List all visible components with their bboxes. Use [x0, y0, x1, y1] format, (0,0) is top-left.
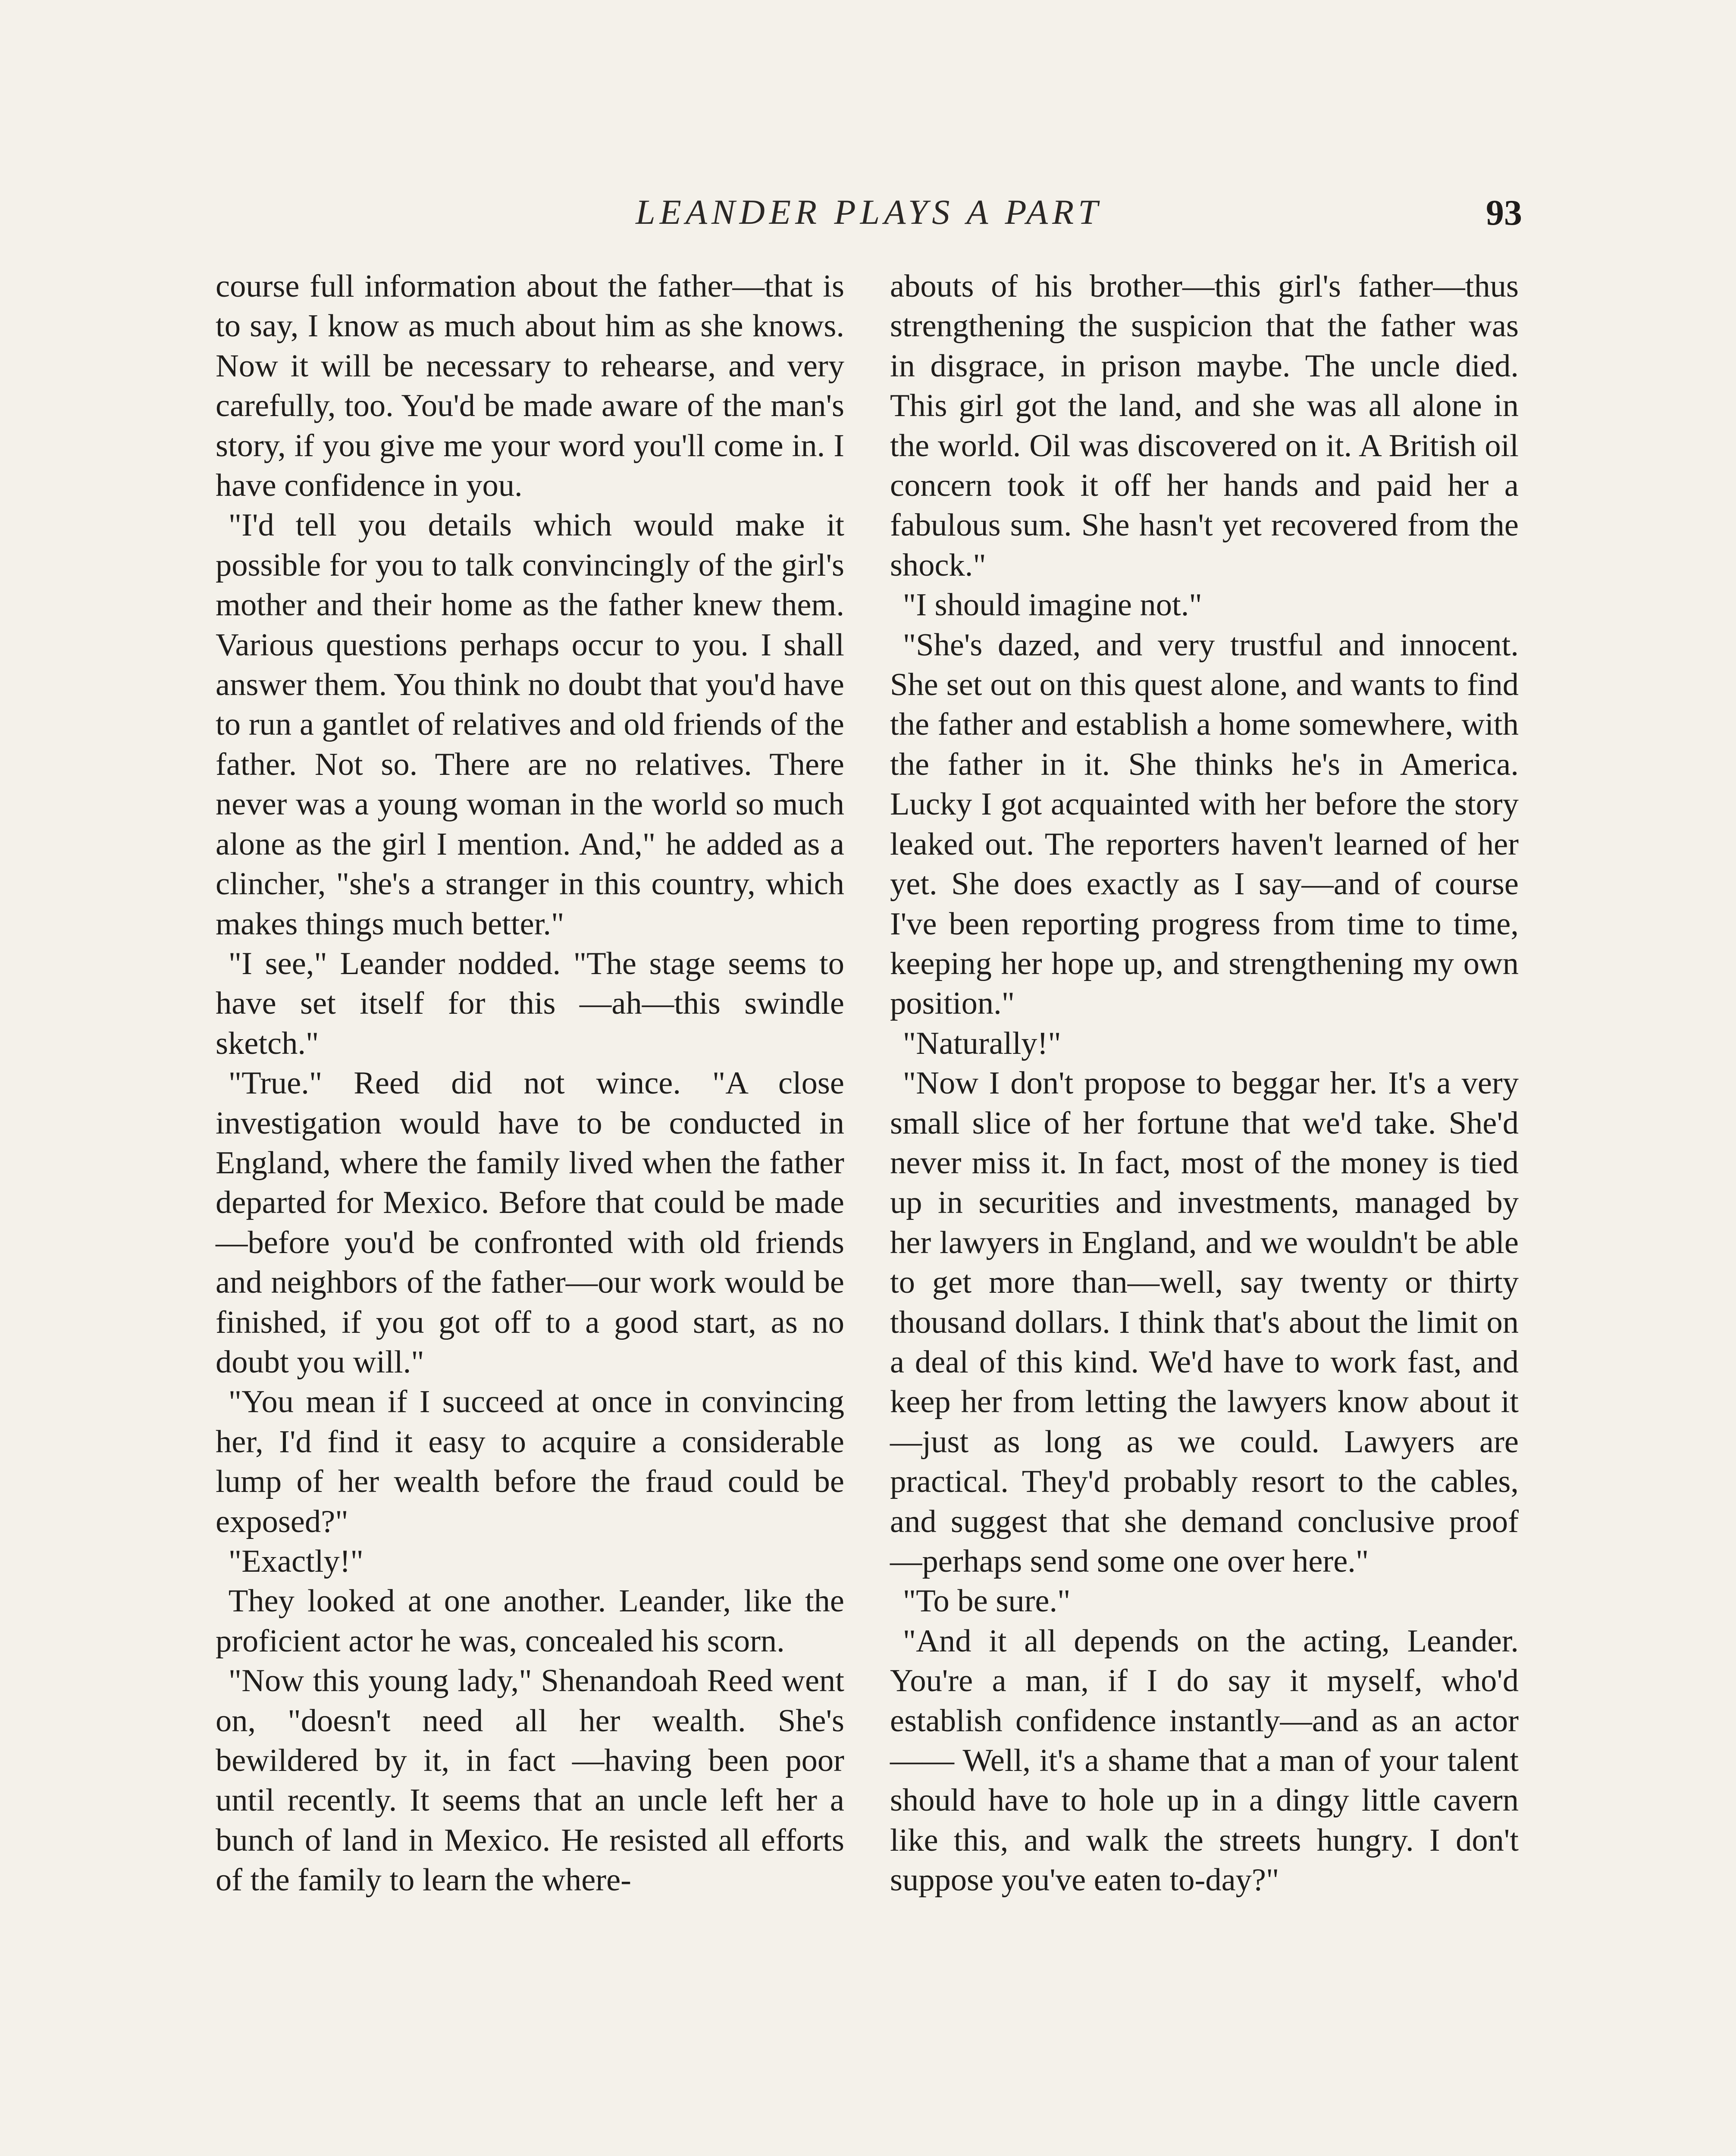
- paragraph: "And it all depends on the acting, Leander. You're a man, if I do say it myself, who'd establish confidence instantly—and as an actor—— Well, it's a shame that a man of your talent should have to hole up in a dingy little cavern like this, and walk the streets hungry. I don't suppose you've eaten to-day?": [890, 1623, 1519, 1898]
- page-header: [216, 192, 1522, 244]
- paragraph: abouts of his brother—this girl's father—thus strengthening the suspicion that the father was in disgrace, in prison maybe. The uncle died. This girl got the land, and she was all alone in the world. Oil was discovered on it. A British oil concern took it off her hands and paid her a fabulous sum. She hasn't yet recovered from the shock.": [890, 269, 1519, 583]
- page-number: 93: [1486, 193, 1522, 233]
- left-column: [216, 266, 844, 1900]
- paragraph: "I'd tell you details which would make it possible for you to talk convincingly of the girl's mother and their home as the father knew them. Various questions perhaps occur to you. I shall answer them. You think no doubt that you'd have to run a gantlet of relatives and old friends of the father. Not so. There are no relatives. There never was a young woman in the world so much alone as the girl I mention. And," he added as a clincher, "she's a stranger in this country, which makes things much better.": [216, 508, 844, 942]
- running-title: LEANDER PLAYS A PART: [636, 192, 1102, 232]
- paragraph: course full information about the father—that is to say, I know as much about him as she knows. Now it will be necessary to rehearse, and very carefully, too. You'd be made aware of the man's story, if you give me your word you'll come in. I have confidence in you.: [216, 269, 844, 504]
- paragraph: "You mean if I succeed at once in convincing her, I'd find it easy to acquire a considerable lump of her wealth before the fraud could be exposed?": [216, 1384, 844, 1539]
- paragraph: "I should imagine not.": [902, 587, 1202, 623]
- paragraph: "Exactly!": [228, 1544, 363, 1579]
- paragraph: They looked at one another. Leander, like the proficient actor he was, concealed his scorn.: [216, 1583, 844, 1659]
- paragraph: "True." Reed did not wince. "A close investigation would have to be conducted in England, where the family lived when the father departed for Mexico. Before that could be made—before you'd be confronted with old friends and neighbors of the father—our work would be finished, if you got off to a good start, as no doubt you will.": [216, 1065, 844, 1380]
- paragraph: "She's dazed, and very trustful and innocent. She set out on this quest alone, and wants to find the father and establish a home somewhere, with the father in it. She thinks he's in America. Lucky I got acquainted with her before the story leaked out. The reporters haven't learned of her yet. She does exactly as I say—and of course I've been reporting progress from time to time, keeping her hope up, and strengthening my own position.": [890, 627, 1519, 1022]
- paragraph: "Now I don't propose to beggar her. It's a very small slice of her fortune that we'd take. She'd never miss it. In fact, most of the money is tied up in securities and investments, managed by her lawyers in England, and we wouldn't be able to get more than—well, say twenty or thirty thousand dollars. I think that's about the limit on a deal of this kind. We'd have to work fast, and keep her from letting the lawyers know about it—just as long as we could. Lawyers are practical. They'd probably resort to the cables, and suggest that she demand conclusive proof —perhaps send some one over here.": [890, 1065, 1519, 1579]
- paragraph: "I see," Leander nodded. "The stage seems to have set itself for this —ah—this swindle sketch.": [216, 946, 844, 1061]
- paragraph: "Naturally!": [902, 1025, 1061, 1061]
- paragraph: "To be sure.": [902, 1583, 1071, 1619]
- right-column: [890, 266, 1519, 1900]
- paragraph: "Now this young lady," Shenandoah Reed went on, "doesn't need all her wealth. She's bewildered by it, in fact —having been poor until recently. It seems that an uncle left her a bunch of land in Mexico. He resisted all efforts of the family to learn the where-: [216, 1663, 844, 1898]
